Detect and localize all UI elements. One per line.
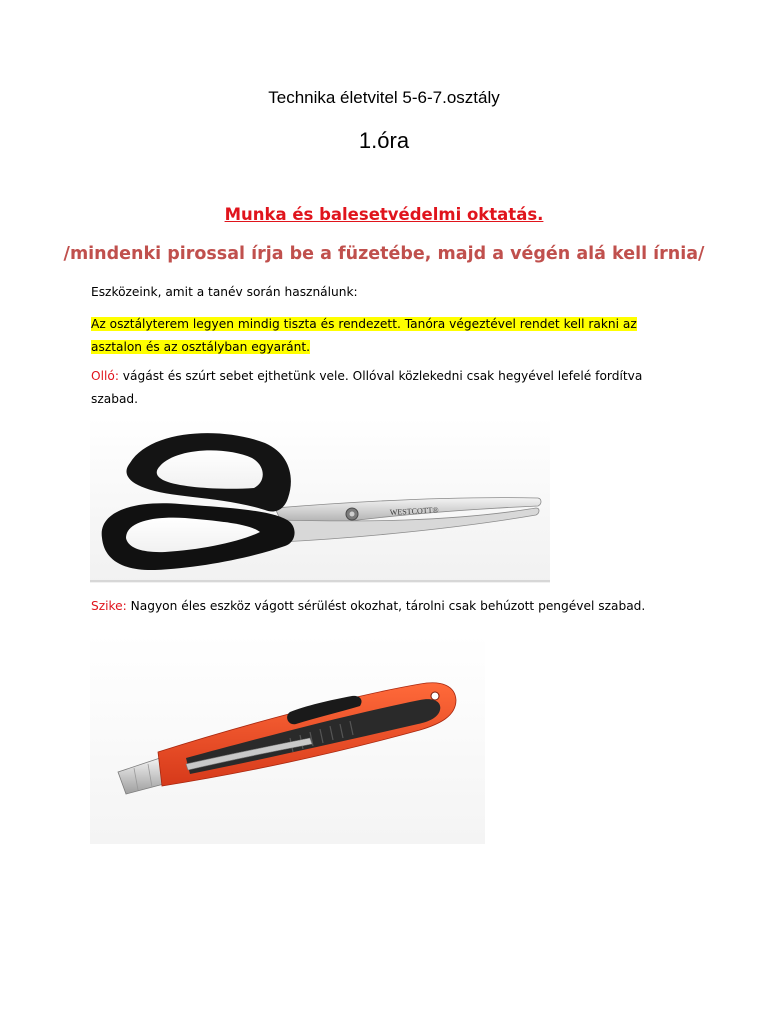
tools-intro: Eszközeink, amit a tanév során használunk: xyxy=(91,285,358,299)
safety-heading: Munka és balesetvédelmi oktatás. xyxy=(224,205,544,224)
scissors-image xyxy=(90,418,550,583)
scissors-description: vágást és szúrt sebet ejthetünk vele. Ollóval közlekedni csak hegyével lefelé fordítva szabad. xyxy=(91,369,643,406)
scissors-term: Olló: xyxy=(91,369,119,383)
utility-knife-image xyxy=(90,634,485,844)
utility-knife-illustration xyxy=(90,634,485,844)
instruction-subheading: /mindenki pirossal írja be a füzetébe, majd a végén alá kell írnia/ xyxy=(63,244,705,264)
subject-line: Technika életvitel 5-6-7.osztály xyxy=(268,88,500,107)
lesson-number: 1.óra xyxy=(358,128,410,153)
classroom-rule-paragraph xyxy=(91,313,691,359)
scissors-illustration xyxy=(90,418,550,583)
knife-description: Nagyon éles eszköz vágott sérülést okozhat, tárolni csak behúzott pengével szabad. xyxy=(126,599,646,613)
knife-term: Szike: xyxy=(91,599,127,613)
scissors-brand: WESTCOTT® xyxy=(389,505,439,517)
classroom-rule-highlight: Az osztályterem legyen mindig tiszta és rendezett. Tanóra végeztével rendet kell rakni az asztalon és az osztályban egyaránt. xyxy=(91,317,637,354)
scissors-paragraph xyxy=(91,365,691,411)
knife-paragraph xyxy=(91,595,691,618)
